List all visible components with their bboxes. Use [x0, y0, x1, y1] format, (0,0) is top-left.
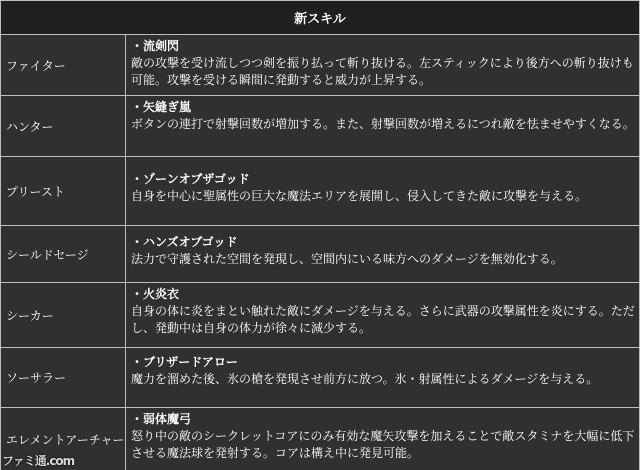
- class-name: ファイター: [1, 35, 125, 95]
- skill-description: [126, 226, 639, 282]
- skill-name: ・ハンズオブゴッド: [131, 235, 238, 249]
- skill-text: ボタンの連打で射撃回数が増加する。また、射撃回数が増えるにつれ敵を怯ませやすくなる。: [131, 117, 635, 131]
- skill-description: [126, 348, 639, 407]
- skill-description: [126, 35, 639, 95]
- skill-text: 自身の体に炎をまとい触れた敵にダメージを与える。さらに武器の攻撃属性を炎にする。ただし、発動中は自身の体力が徐々に減少する。: [131, 304, 635, 335]
- class-name: シールドセージ: [1, 226, 125, 282]
- skill-name: ・弱体魔弓: [131, 412, 192, 426]
- skill-text: 魔力を溜めた後、氷の槍を発現させ前方に放つ。氷・射属性によるダメージを与える。: [131, 372, 599, 386]
- skill-description: [126, 283, 639, 347]
- class-name: プリースト: [1, 157, 125, 225]
- skill-description: [126, 408, 639, 470]
- skill-description: [126, 96, 639, 156]
- class-name: エレメントアーチャー: [1, 408, 125, 470]
- skill-name: ・ブリザードアロー: [131, 355, 238, 369]
- skill-name: ・矢縫ぎ嵐: [131, 100, 192, 114]
- table-row: [0, 96, 640, 156]
- skill-text: 敵の攻撃を受け流しつつ剣を振り払って斬り抜ける。左スティックにより後方への斬り抜けも可能。攻撃を受ける瞬間に発動すると威力が上昇する。: [131, 56, 634, 87]
- skill-text: 自身を中心に聖属性の巨大な魔法エリアを展開し、侵入してきた敵に攻撃を与える。: [131, 189, 588, 203]
- header-title: 新スキル: [294, 12, 346, 27]
- skill-text: 法力で守護された空間を発現し、空間内にいる味方へのダメージを無効化する。: [131, 252, 563, 266]
- table-row: [0, 226, 640, 282]
- skill-text: 怒り中の敵のシークレットコアにのみ有効な魔矢攻撃を加えることで敵スタミナを大幅に低下させる魔法球を発射する。コアは構え中に発見可能。: [131, 429, 635, 460]
- class-name: シーカー: [1, 283, 125, 347]
- skill-name: ・流剣閃: [131, 39, 180, 53]
- table-row: [0, 348, 640, 407]
- table-row: [0, 157, 640, 225]
- table-row: [0, 35, 640, 95]
- skill-name: ・ゾーンオブザゴッド: [131, 172, 250, 186]
- skill-description: [126, 157, 639, 225]
- table-header: [1, 1, 639, 34]
- class-name: ハンター: [1, 96, 125, 156]
- skill-name: ・火炎衣: [131, 287, 180, 301]
- watermark-logo: ファミ通.com: [2, 454, 75, 468]
- table-row: [0, 408, 640, 470]
- class-name: ソーサラー: [1, 348, 125, 407]
- table-row: [0, 283, 640, 347]
